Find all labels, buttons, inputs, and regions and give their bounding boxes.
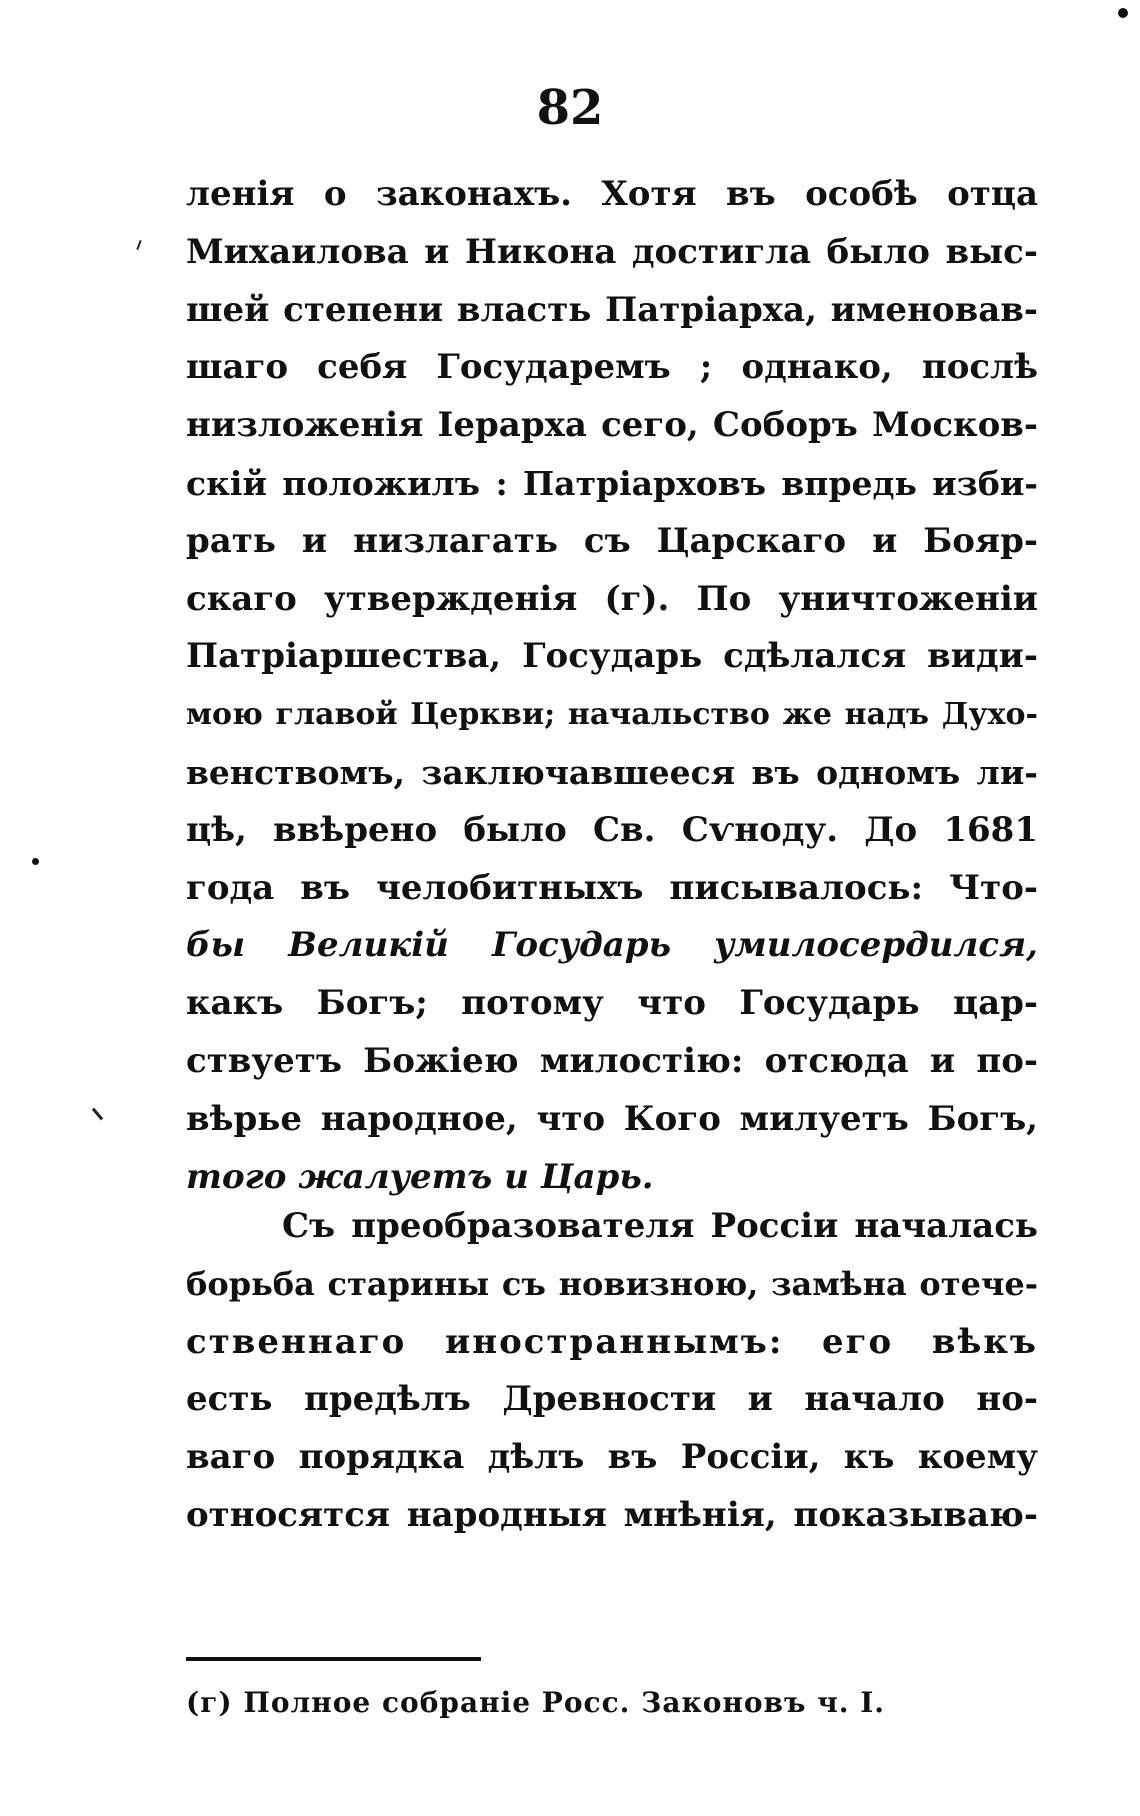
- paragraph-1-line: цѣ, ввѣрено было Св. Сѵноду. До 1681: [186, 809, 1038, 850]
- paragraph-2-line: ственнаго иностраннымъ: его вѣкъ: [186, 1321, 1038, 1362]
- paragraph-2-line: есть предѣлъ Древности и начало но-: [186, 1379, 1038, 1420]
- paragraph-1-line: шей степени власть Патріарха, именовав-: [186, 289, 1038, 330]
- paragraph-2-line: относятся народныя мнѣнія, показываю-: [186, 1494, 1038, 1535]
- margin-tick-left: [92, 1108, 103, 1121]
- paragraph-1-line: рать и низлагать съ Царскаго и Бояр-: [186, 520, 1038, 561]
- paragraph-1-line: ствуетъ Божіею милостію: отсюда и по-: [186, 1040, 1038, 1081]
- paragraph-1-line: того жалуетъ и Царь.: [186, 1156, 654, 1197]
- paragraph-1-line: года въ челобитныхъ писывалось: Что-: [186, 867, 1038, 908]
- paragraph-1-line: шаго себя Государемъ ; однако, послѣ: [186, 347, 1038, 388]
- paragraph-1-line: скаго утвержденія (г). По уничтоженіи: [186, 578, 1038, 619]
- footnote-divider: [186, 1657, 481, 1661]
- paragraph-1-line: какъ Богъ; потому что Государь цар-: [186, 983, 1038, 1024]
- page-number: 82: [536, 80, 604, 136]
- margin-speck-left: [32, 858, 39, 865]
- paragraph-1-line: низложенія Іерарха сего, Соборъ Москов-: [186, 405, 1038, 446]
- paragraph-2: [186, 1198, 1038, 1545]
- paragraph-1-line: ленія о законахъ. Хотя въ особѣ отца: [186, 174, 1038, 214]
- paragraph-2-line: борьба старины съ новизною, замѣна отече-: [186, 1264, 1038, 1303]
- paragraph-1-line: Михаилова и Никона достигла было выс-: [186, 231, 1038, 272]
- paragraph-1-line: венствомъ, заключавшееся въ одномъ ли-: [186, 752, 1038, 792]
- paragraph-1: [186, 166, 1038, 1206]
- paragraph-1-line: скій положилъ : Патріарховъ впредь изби-: [186, 463, 1038, 503]
- paragraph-1-line: мою главой Церкви; начальство же надъ Духо-: [186, 697, 1038, 733]
- margin-tick-upper-left: [136, 240, 141, 250]
- paragraph-1-line: Патріаршества, Государь сдѣлался види-: [186, 636, 1038, 677]
- margin-speck-top-right: [1118, 8, 1128, 18]
- paragraph-2-line: ваго порядка дѣлъ въ Россіи, къ коему: [186, 1437, 1038, 1478]
- paragraph-2-line: Съ преобразователя Россіи началась: [282, 1206, 1038, 1246]
- paragraph-1-line: вѣрье народное, что Кого милуетъ Богъ,: [186, 1098, 1038, 1139]
- paragraph-1-line: бы Великій Государь умилосердился,: [186, 925, 1038, 966]
- footnote: (г) Полное собраніе Росс. Законовъ ч. I.: [186, 1686, 886, 1719]
